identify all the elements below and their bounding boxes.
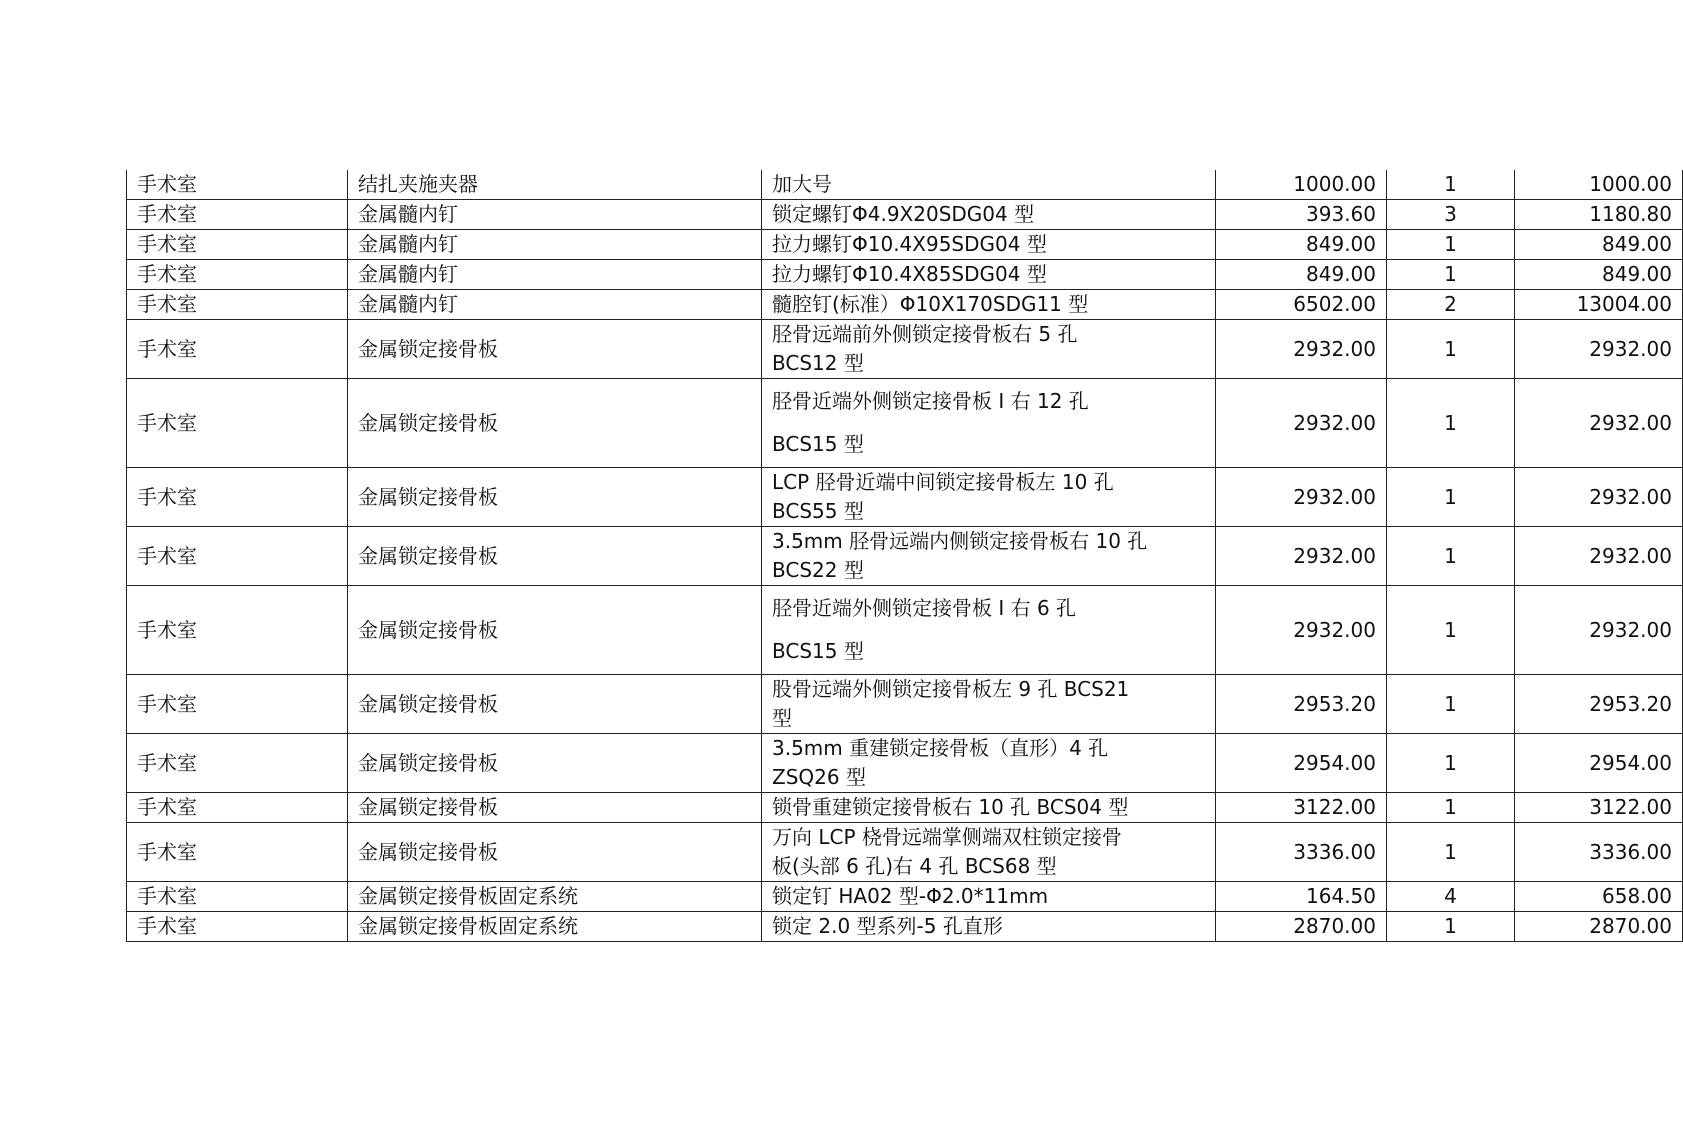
spec-cell (762, 260, 1216, 290)
spec-cell (762, 230, 1216, 260)
unit-price-cell: 1000.00 (1216, 170, 1387, 200)
category-cell: 金属锁定接骨板 (348, 734, 762, 793)
table-row (127, 320, 1683, 379)
table-row (127, 586, 1683, 675)
category-cell: 金属锁定接骨板 (348, 586, 762, 675)
amount-cell: 2932.00 (1515, 468, 1683, 527)
quantity-cell: 1 (1387, 793, 1515, 823)
department-cell: 手术室 (127, 468, 348, 527)
spec-cell (762, 320, 1216, 379)
spec-cell (762, 586, 1216, 675)
department-cell: 手术室 (127, 200, 348, 230)
department-cell: 手术室 (127, 379, 348, 468)
amount-cell: 2932.00 (1515, 379, 1683, 468)
spec-line: 加大号 (772, 172, 832, 196)
unit-price-cell: 2932.00 (1216, 527, 1387, 586)
table-row (127, 527, 1683, 586)
table-row (127, 230, 1683, 260)
unit-price-cell: 2932.00 (1216, 468, 1387, 527)
amount-cell: 2953.20 (1515, 675, 1683, 734)
unit-price-cell: 2932.00 (1216, 379, 1387, 468)
unit-price-cell: 6502.00 (1216, 290, 1387, 320)
category-cell: 金属髓内钉 (348, 290, 762, 320)
table-row (127, 912, 1683, 942)
unit-price-cell: 393.60 (1216, 200, 1387, 230)
spec-line: ZSQ26 型 (772, 765, 866, 789)
category-cell: 金属锁定接骨板 (348, 793, 762, 823)
amount-cell: 2954.00 (1515, 734, 1683, 793)
amount-cell: 2932.00 (1515, 320, 1683, 379)
quantity-cell: 1 (1387, 823, 1515, 882)
spec-cell (762, 170, 1216, 200)
department-cell: 手术室 (127, 320, 348, 379)
spec-line: LCP 胫骨近端中间锁定接骨板左 10 孔 (772, 470, 1114, 494)
unit-price-cell: 3122.00 (1216, 793, 1387, 823)
spec-cell (762, 734, 1216, 793)
spec-line: BCS12 型 (772, 351, 864, 375)
amount-cell: 3122.00 (1515, 793, 1683, 823)
amount-cell: 658.00 (1515, 882, 1683, 912)
category-cell: 金属锁定接骨板 (348, 527, 762, 586)
spec-line: 拉力螺钉Φ10.4X95SDG04 型 (772, 232, 1047, 256)
spec-cell (762, 675, 1216, 734)
unit-price-cell: 164.50 (1216, 882, 1387, 912)
spec-cell (762, 468, 1216, 527)
department-cell: 手术室 (127, 675, 348, 734)
category-cell: 金属锁定接骨板 (348, 320, 762, 379)
spec-line: 胫骨近端外侧锁定接骨板 I 右 12 孔 (772, 389, 1089, 413)
quantity-cell: 1 (1387, 260, 1515, 290)
table-row (127, 793, 1683, 823)
department-cell: 手术室 (127, 793, 348, 823)
unit-price-cell: 2953.20 (1216, 675, 1387, 734)
quantity-cell: 3 (1387, 200, 1515, 230)
amount-cell: 3336.00 (1515, 823, 1683, 882)
category-cell: 金属髓内钉 (348, 230, 762, 260)
department-cell: 手术室 (127, 586, 348, 675)
category-cell: 金属锁定接骨板 (348, 468, 762, 527)
amount-cell: 2870.00 (1515, 912, 1683, 942)
quantity-cell: 4 (1387, 882, 1515, 912)
table-row (127, 260, 1683, 290)
category-cell: 金属锁定接骨板固定系统 (348, 912, 762, 942)
quantity-cell: 1 (1387, 586, 1515, 675)
department-cell: 手术室 (127, 230, 348, 260)
quantity-cell: 1 (1387, 675, 1515, 734)
department-cell: 手术室 (127, 290, 348, 320)
spec-line: 胫骨近端外侧锁定接骨板 I 右 6 孔 (772, 596, 1077, 620)
unit-price-cell: 3336.00 (1216, 823, 1387, 882)
department-cell: 手术室 (127, 882, 348, 912)
spec-line: BCS22 型 (772, 558, 864, 582)
amount-cell: 2932.00 (1515, 586, 1683, 675)
amount-cell: 1180.80 (1515, 200, 1683, 230)
items-table-body (127, 170, 1683, 942)
spec-cell (762, 290, 1216, 320)
table-row (127, 290, 1683, 320)
spec-line: 股骨远端外侧锁定接骨板左 9 孔 BCS21 (772, 677, 1130, 701)
spec-line: 锁定 2.0 型系列-5 孔直形 (772, 914, 1003, 938)
spec-line: 万向 LCP 桡骨远端掌侧端双柱锁定接骨 (772, 825, 1122, 849)
quantity-cell: 1 (1387, 734, 1515, 793)
unit-price-cell: 2932.00 (1216, 586, 1387, 675)
unit-price-cell: 849.00 (1216, 260, 1387, 290)
quantity-cell: 1 (1387, 468, 1515, 527)
table-row (127, 200, 1683, 230)
unit-price-cell: 2932.00 (1216, 320, 1387, 379)
quantity-cell: 1 (1387, 912, 1515, 942)
table-row (127, 379, 1683, 468)
department-cell: 手术室 (127, 527, 348, 586)
spec-cell (762, 527, 1216, 586)
table-row (127, 170, 1683, 200)
table-row (127, 468, 1683, 527)
spec-line: BCS15 型 (772, 639, 864, 663)
spec-line: 型 (772, 706, 792, 730)
unit-price-cell: 2870.00 (1216, 912, 1387, 942)
spec-line: 3.5mm 胫骨远端内侧锁定接骨板右 10 孔 (772, 529, 1148, 553)
department-cell: 手术室 (127, 260, 348, 290)
unit-price-cell: 849.00 (1216, 230, 1387, 260)
spec-line: BCS55 型 (772, 499, 864, 523)
amount-cell: 2932.00 (1515, 527, 1683, 586)
category-cell: 金属锁定接骨板 (348, 379, 762, 468)
spec-cell (762, 882, 1216, 912)
department-cell: 手术室 (127, 823, 348, 882)
amount-cell: 1000.00 (1515, 170, 1683, 200)
table-row (127, 823, 1683, 882)
category-cell: 金属锁定接骨板 (348, 823, 762, 882)
quantity-cell: 1 (1387, 170, 1515, 200)
quantity-cell: 1 (1387, 527, 1515, 586)
category-cell: 金属髓内钉 (348, 200, 762, 230)
category-cell: 金属锁定接骨板固定系统 (348, 882, 762, 912)
spec-line: BCS15 型 (772, 432, 864, 456)
table-row (127, 882, 1683, 912)
spec-line: 胫骨远端前外侧锁定接骨板右 5 孔 (772, 322, 1078, 346)
department-cell: 手术室 (127, 734, 348, 793)
quantity-cell: 1 (1387, 320, 1515, 379)
table-row (127, 675, 1683, 734)
department-cell: 手术室 (127, 912, 348, 942)
quantity-cell: 2 (1387, 290, 1515, 320)
spec-cell (762, 200, 1216, 230)
amount-cell: 13004.00 (1515, 290, 1683, 320)
spec-line: 3.5mm 重建锁定接骨板（直形）4 孔 (772, 736, 1109, 760)
spec-cell (762, 823, 1216, 882)
category-cell: 结扎夹施夹器 (348, 170, 762, 200)
spec-line: 锁骨重建锁定接骨板右 10 孔 BCS04 型 (772, 795, 1129, 819)
table-row (127, 734, 1683, 793)
amount-cell: 849.00 (1515, 230, 1683, 260)
items-table (126, 170, 1683, 942)
spec-line: 拉力螺钉Φ10.4X85SDG04 型 (772, 262, 1047, 286)
spec-line: 锁定钉 HA02 型-Φ2.0*11mm (772, 884, 1049, 908)
unit-price-cell: 2954.00 (1216, 734, 1387, 793)
quantity-cell: 1 (1387, 230, 1515, 260)
department-cell: 手术室 (127, 170, 348, 200)
spec-cell (762, 793, 1216, 823)
spec-cell (762, 912, 1216, 942)
quantity-cell: 1 (1387, 379, 1515, 468)
spec-line: 板(头部 6 孔)右 4 孔 BCS68 型 (772, 854, 1057, 878)
category-cell: 金属髓内钉 (348, 260, 762, 290)
category-cell: 金属锁定接骨板 (348, 675, 762, 734)
spec-line: 锁定螺钉Φ4.9X20SDG04 型 (772, 202, 1035, 226)
amount-cell: 849.00 (1515, 260, 1683, 290)
spec-cell (762, 379, 1216, 468)
spec-line: 髓腔钉(标准）Φ10X170SDG11 型 (772, 292, 1089, 316)
